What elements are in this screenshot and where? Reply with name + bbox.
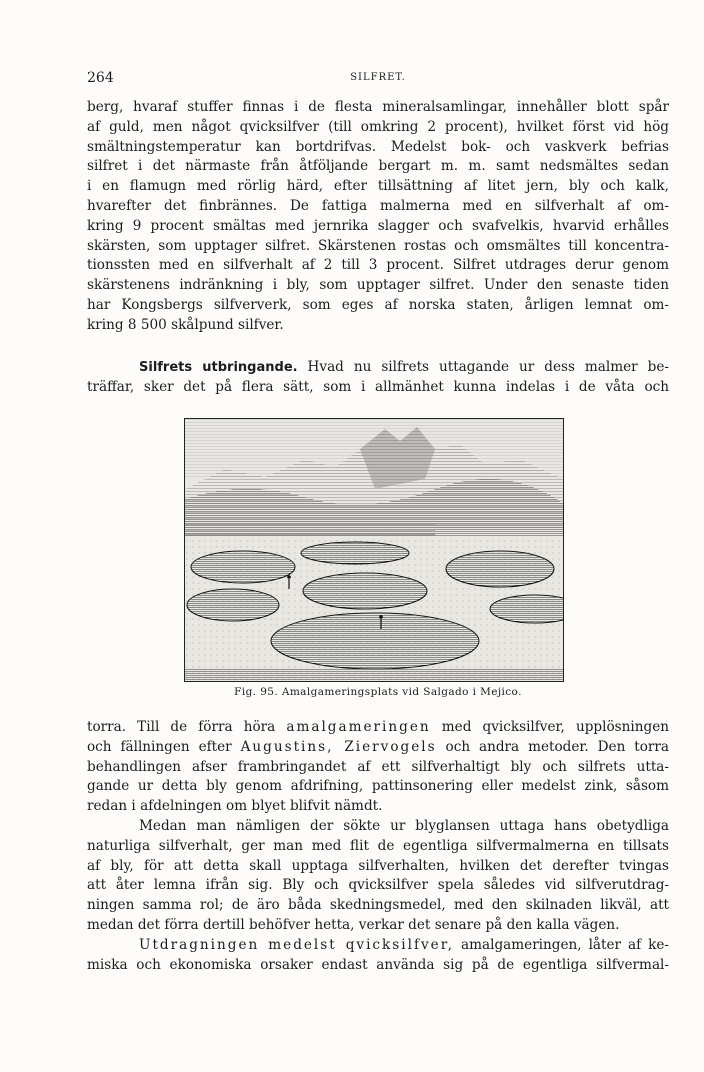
text-line: Medan man nämligen der sökte ur blyglansen uttaga hans obetydliga xyxy=(139,818,669,834)
text-line: tionssten med en silfverhalt af 2 till 3 procent. Silfret utdrages derur genom xyxy=(87,257,669,274)
text-line: medan det förra dertill behöfver hetta, verkar det senare på den kalla vägen. xyxy=(87,916,620,933)
text-line: skärsten, som upptager silfret. Skärstenen rostas och omsmältes till koncentra- xyxy=(87,237,669,254)
text-line: behandlingen afser frambringandet af ett silfverhaltigt bly och silfrets utta- xyxy=(87,758,669,775)
figure-illustration xyxy=(184,418,564,682)
text-run: amalgameringen, låter af ke- xyxy=(454,937,669,953)
text-run: med qvicksilfver, upplösningen xyxy=(430,719,669,735)
text-line: hvarefter det finbrännes. De fattiga malmerna med en silfverhalt af om- xyxy=(87,197,669,214)
text-line: gande ur detta bly genom afdrifning, pattinsonering eller medelst zink, såsom xyxy=(87,778,669,795)
figure-caption: Fig. 95. Amalgameringsplats vid Salgado i Mejico. xyxy=(234,686,522,698)
text-line: redan i afdelningen om blyet blifvit nämdt. xyxy=(87,798,383,815)
text-line: har Kongsbergs silfververk, som eges af norska staten, årligen lemnat om- xyxy=(87,296,669,313)
engraving-amalgamation-yard xyxy=(185,419,563,681)
section-heading: Silfrets utbringande. xyxy=(139,360,298,375)
text-line: smältningstemperatur kan bortdrifvas. Medelst bok- och vaskverk befrias xyxy=(87,138,669,155)
text-run: torra. Till de förra höra xyxy=(87,719,287,735)
text-line: skärstenens indränkning i bly, som upptager silfret. Under den senaste tiden xyxy=(87,277,669,294)
paragraph-4 xyxy=(87,817,669,936)
text-run: och fällningen efter xyxy=(87,738,241,755)
text-line xyxy=(87,738,669,758)
paragraph-2 xyxy=(87,358,669,398)
text-line xyxy=(87,936,669,956)
running-head: SILFRET. xyxy=(350,72,406,83)
text-line: kring 8 500 skålpund silfver. xyxy=(87,316,284,333)
text-run: Hvad nu silfrets uttagande ur dess malmer be- xyxy=(307,359,669,375)
page-number: 264 xyxy=(87,70,114,86)
text-line: af guld, men något qvicksilfver (till omkring 2 procent), hvilket först vid hög xyxy=(87,118,669,135)
text-line: träffar, sker det på flera sätt, som i allmänhet kunna indelas i de våta och xyxy=(87,378,669,395)
emphasis-term: Utdragningen medelst qvicksilfver, xyxy=(139,937,455,953)
text-line: berg, hvaraf stuffer finnas i de flesta mineralsamlingar, innehåller blott spår xyxy=(87,99,669,115)
paragraph-1 xyxy=(87,98,669,336)
text-line xyxy=(87,358,669,378)
page-header xyxy=(87,70,669,90)
text-line: kring 9 procent smältas med jernrika slagger och svafvelkis, hvarvid erhålles xyxy=(87,217,669,234)
emphasis-term: amalgameringen xyxy=(286,719,431,735)
paragraph-5 xyxy=(87,936,669,976)
text-line: silfret i det närmaste från åtföljande bergart m. m. samt nedsmältes sedan xyxy=(87,158,669,175)
text-line: naturliga silfverhalt, ger man med flit de egentliga silfvermalmerna en tillsats xyxy=(87,837,669,854)
emphasis-term: Augustins, Ziervogels xyxy=(240,738,437,755)
text-line: i en flamugn med rörlig härd, efter tillsättning af litet jern, bly och kalk, xyxy=(87,178,669,195)
paragraph-3 xyxy=(87,718,669,817)
text-line: ningen samma rol; de äro båda skedningsmedel, med den skilnaden likväl, att xyxy=(87,897,669,914)
text-line xyxy=(87,718,669,738)
text-run: och andra metoder. Den torra xyxy=(436,738,669,755)
text-line: att åter lemna ifrån sig. Bly och qvicksilfver spela således vid silfverutdrag- xyxy=(87,877,669,894)
text-line: miska och ekonomiska orsaker endast använda sig på de egentliga silfvermal- xyxy=(87,956,669,973)
text-line: af bly, för att detta skall upptaga silfverhalten, hvilken det derefter tvingas xyxy=(87,857,669,874)
